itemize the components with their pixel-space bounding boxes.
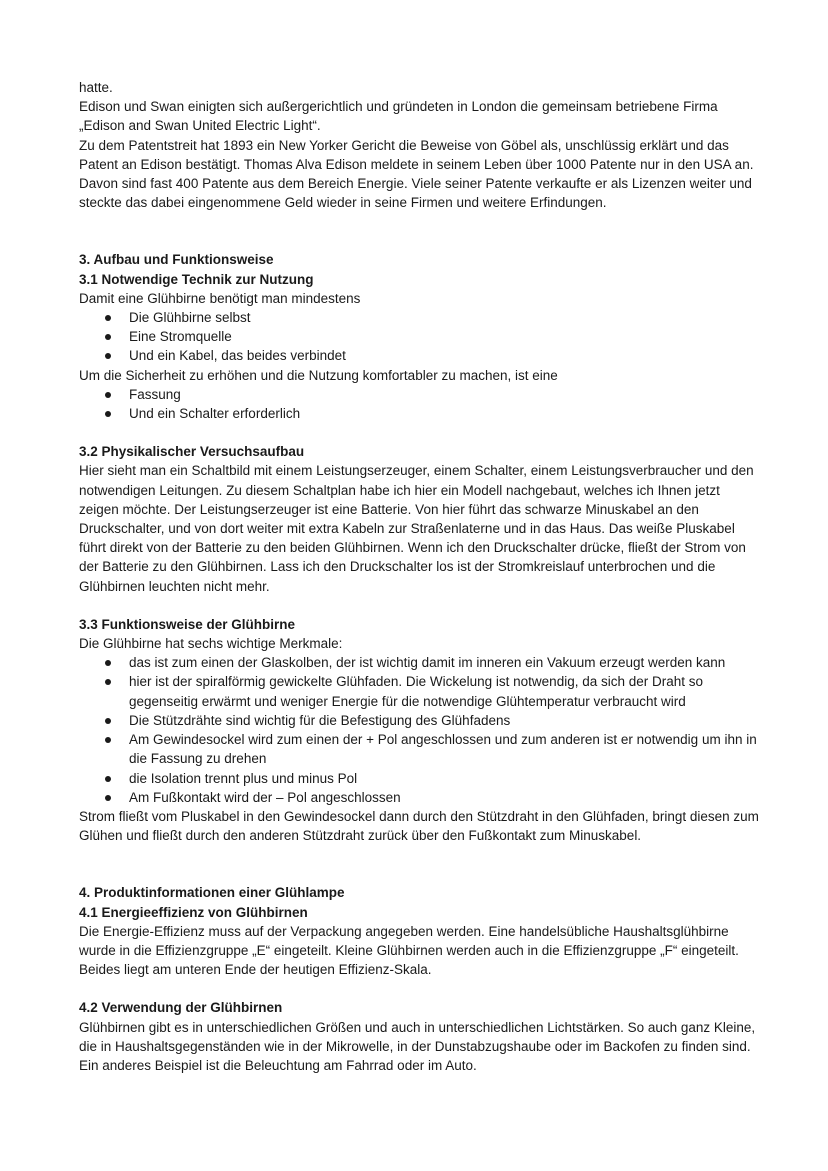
spacer [79,845,759,883]
list-item-text: hier ist der spiralförmig gewickelte Glühfaden. Die Wickelung ist notwendig, da sich der Draht so gegenseitig erwärmt und weniger Energie für die notwendige Glühtemperatur verbraucht wird [129,674,704,709]
intro-paragraph-3: Zu dem Patentstreit hat 1893 ein New Yorker Gericht die Beweise von Göbel als, unschlüssig erklärt und das Patent an Edison bestätigt. Thomas Alva Edison meldete in seinem Leben über 1000 Patente nur in den USA an. Davon sind fast 400 Patente aus dem Bereich Energie. Viele seiner Patente verkaufte er als Lizenzen weiter und steckte das dabei eingenommene Geld wieder in seine Firmen und weitere Erfindungen. [79,137,754,211]
section-3-1-list [79,308,759,366]
list-item-text: Die Glühbirne selbst [129,310,251,326]
list-item-text: Und ein Schalter erforderlich [129,406,301,422]
bullet-icon [105,660,111,666]
section-4-2-heading: 4.2 Verwendung der Glühbirnen [79,1000,283,1016]
list-item-text: Eine Stromquelle [129,329,232,345]
bullet-icon [105,392,111,398]
bullet-icon [105,411,111,417]
section-3-3-heading: 3.3 Funktionsweise der Glühbirne [79,616,296,632]
list-item [79,385,759,404]
list-item-text: Und ein Kabel, das beides verbindet [129,348,346,364]
list-item [79,788,759,807]
spacer [79,212,759,250]
section-3-2-heading: 3.2 Physikalischer Versuchsaufbau [79,444,305,460]
list-item [79,308,759,327]
section-4-1-text: Die Energie-Effizienz muss auf der Verpackung angegeben werden. Eine handelsübliche Haushaltsglühbirne wurde in die Effizienzgruppe „E“ eingeteilt. Kleine Glühbirnen werden auch in die Effizienzgruppe „F“ eingeteilt. Beides liegt am unteren Ende der heutigen Effizienz-Skala. [79,923,739,978]
section-4-1-heading: 4.1 Energieeffizienz von Glühbirnen [79,904,308,920]
section-3-heading: 3. Aufbau und Funktionsweise [79,252,274,268]
bullet-icon [105,795,111,801]
spacer [79,979,759,998]
bullet-icon [105,737,111,743]
list-item-text: die Isolation trennt plus und minus Pol [129,770,358,786]
bullet-icon [105,776,111,782]
bullet-icon [105,315,111,321]
spacer [79,423,759,442]
section-3-1-lead: Damit eine Glühbirne benötigt man mindestens [79,290,361,306]
list-item [79,327,759,346]
list-item-text: das ist zum einen der Glaskolben, der ist wichtig damit im inneren ein Vakuum erzeugt werden kann [129,655,726,671]
document-content [79,78,759,1075]
section-3-3-lead: Die Glühbirne hat sechs wichtige Merkmale: [79,636,343,652]
section-3-1-heading: 3.1 Notwendige Technik zur Nutzung [79,271,314,287]
bullet-icon [105,718,111,724]
section-4-2-text: Glühbirnen gibt es in unterschiedlichen Größen und auch in unterschiedlichen Lichtstärken. So auch ganz Kleine, die in Haushaltsgegenständen wie in der Mikrowelle, in der Dunstabzugshaube oder im Backofen zu finden sind. Ein anderes Beispiel ist die Beleuchtung am Fahrrad oder im Auto. [79,1019,756,1073]
list-item-text: Am Gewindesockel wird zum einen der + Pol angeschlossen und zum anderen ist er notwendig um ihn in die Fassung zu drehen [129,732,757,767]
bullet-icon [105,334,111,340]
list-item-text: Fassung [129,386,181,402]
list-item [79,346,759,365]
bullet-icon [105,353,111,359]
list-item [79,653,759,672]
section-3-3-list [79,653,759,807]
section-4-heading: 4. Produktinformationen einer Glühlampe [79,885,345,901]
intro-paragraph-1: hatte. [79,80,113,95]
list-item [79,769,759,788]
list-item [79,672,759,710]
list-item [79,711,759,730]
list-item-text: Die Stützdrähte sind wichtig für die Befestigung des Glühfadens [129,712,511,728]
list-item [79,730,759,768]
list-item [79,404,759,423]
spacer [79,596,759,615]
list-item-text: Am Fußkontakt wird der – Pol angeschlossen [129,789,401,805]
section-3-2-text: Hier sieht man ein Schaltbild mit einem Leistungserzeuger, einem Schalter, einem Leistungsverbraucher und den notwendigen Leitungen. Zu diesem Schaltplan habe ich hier ein Modell nachgebaut, welches ich Ihnen jetzt zeigen möchte. Der Leistungserzeuger ist eine Batterie. Von hier führt das schwarze Minuskabel an den Druckschalter, und von dort weiter mit extra Kabeln zur Straßenlaterne und in das Haus. Das weiße Pluskabel führt direkt von der Batterie zu den beiden Glühbirnen. Wenn ich den Druckschalter drücke, fließt der Strom von der Batterie zu den Glühbirnen. Lass ich den Druckschalter los ist der Stromkreislauf unterbrochen und die Glühbirnen leuchten nicht mehr. [79,463,754,594]
section-3-3-text: Strom fließt vom Pluskabel in den Gewindesockel dann durch den Stützdraht in den Glühfaden, bringt diesen zum Glühen und fließt durch den anderen Stützdraht zurück über den Fußkontakt zum Minuskabel. [79,808,759,844]
intro-paragraph-2: Edison und Swan einigten sich außergerichtlich und gründeten in London die gemeinsam betriebene Firma „Edison and Swan United Electric Light“. [79,99,718,134]
bullet-icon [105,679,111,685]
section-3-1-list-2 [79,385,759,423]
section-3-1-lead-2: Um die Sicherheit zu erhöhen und die Nutzung komfortabler zu machen, ist eine [79,367,558,383]
